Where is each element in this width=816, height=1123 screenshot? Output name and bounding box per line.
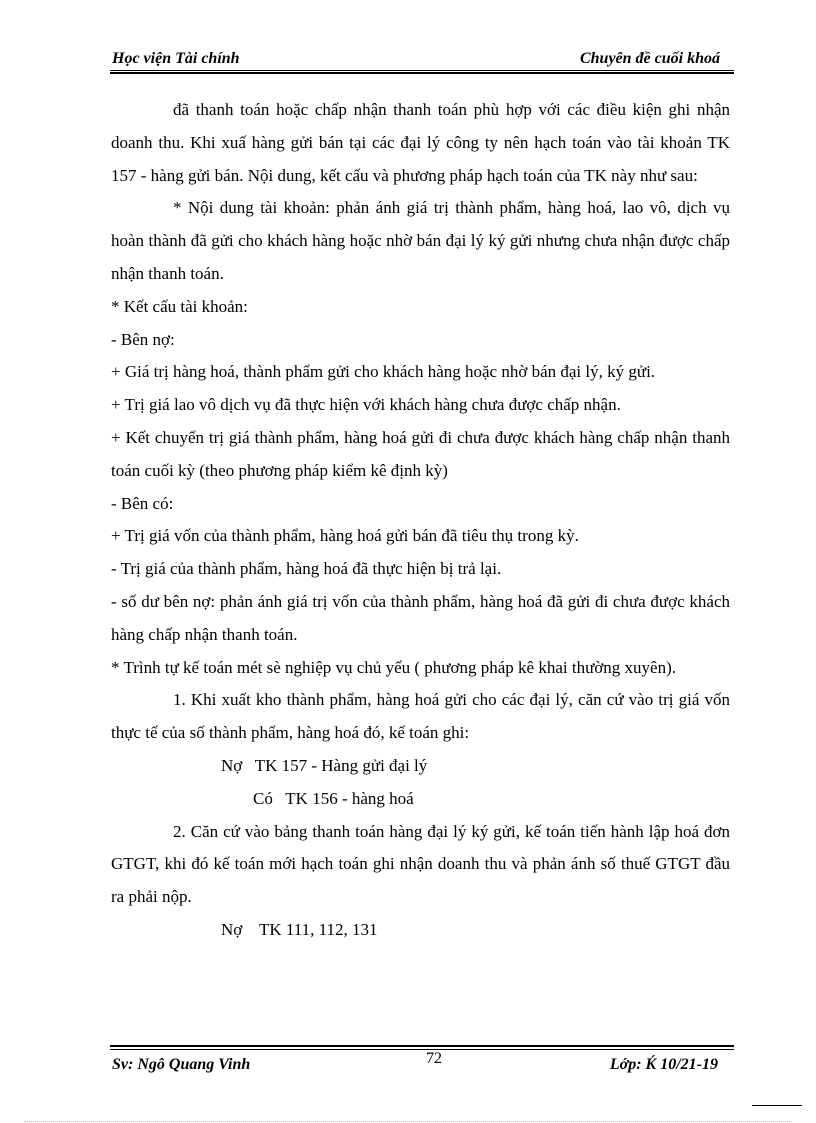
paragraph-8: - Bên có:: [111, 493, 174, 513]
page-number: 72: [426, 1050, 442, 1067]
corner-rule: [752, 1105, 802, 1106]
paragraph-12: * Trình tự kế toán mét sè nghiệp vụ chủ yếu ( phương pháp kê khai thường xuyên).: [111, 657, 676, 677]
header-title: Chuyên đề cuối khoá: [579, 50, 720, 67]
paragraph-3: * Kết cấu tài khoản:: [111, 296, 248, 316]
paragraph-16: 2. Căn cứ vào bảng thanh toán hàng đại lý ký gửi, kế toán tiến hành lập hoá đơn GTGT, khi đó kế toán mới hạch toán ghi nhận doanh thu và phản ánh số thuế GTGT đầu ra phải nộp.: [111, 821, 730, 907]
header-rule-thin: [110, 70, 734, 71]
paragraph-7: + Kết chuyển trị giá thành phẩm, hàng hoá gửi đi chưa được khách hàng chấp nhận thanh toán cuối kỳ (theo phương pháp kiểm kê định kỳ): [111, 427, 730, 480]
paragraph-4: - Bên nợ:: [111, 329, 175, 349]
page-edge-dots: [24, 1121, 792, 1122]
footer-student: Sv: Ngô Quang Vinh: [112, 1056, 251, 1073]
footer-rule-thick: [110, 1045, 734, 1047]
header-institution: Học viện Tài chính: [112, 50, 240, 67]
header-rule-thick: [110, 72, 734, 74]
paragraph-9: + Trị giá vốn của thành phẩm, hàng hoá gửi bán đã tiêu thụ trong kỳ.: [111, 526, 579, 546]
body-text: [111, 94, 730, 947]
paragraph-5: + Giá trị hàng hoá, thành phẩm gửi cho khách hàng hoặc nhờ bán đại lý, ký gửi.: [111, 362, 656, 382]
paragraph-6: + Trị giá lao vô dịch vụ đã thực hiện với khách hàng chưa được chấp nhận.: [111, 395, 621, 415]
paragraph-10: - Trị giá của thành phẩm, hàng hoá đã thực hiện bị trả lại.: [111, 559, 502, 579]
footer-class: Lớp: Ḱ 10/21-19: [609, 1056, 718, 1073]
journal-entry-debit-157: Nợ TK 157 - Hàng gửi đại lý: [221, 755, 428, 775]
footer-rule-thin: [110, 1049, 734, 1050]
paragraph-1: đã thanh toán hoặc chấp nhận thanh toán phù hợp với các điều kiện ghi nhận doanh thu. Khi xuấ hàng gửi bán tại các đại lý công ty nên hạch toán vào tài khoản TK 157 - hàng gửi bán. Nội dung, kết cấu và phương pháp hạch toán của TK này như sau:: [111, 100, 730, 185]
paragraph-11: - số dư bên nợ: phản ánh giá trị vốn của thành phẩm, hàng hoá đã gửi đi chưa được khách hàng chấp nhận thanh toán.: [111, 591, 730, 644]
paragraph-2: * Nội dung tài khoản: phản ánh giá trị thành phẩm, hàng hoá, lao vô, dịch vụ hoàn thành đã gửi cho khách hàng hoặc nhờ bán đại lý ký gửi nhưng chưa nhận được chấp nhận thanh toán.: [111, 198, 730, 283]
journal-entry-credit-156: Có TK 156 - hàng hoá: [253, 788, 414, 808]
paragraph-13: 1. Khi xuất kho thành phẩm, hàng hoá gửi cho các đại lý, căn cứ vào trị giá vốn thực tế của số thành phẩm, hàng hoá đó, kế toán ghi:: [111, 690, 730, 743]
journal-entry-debit-111: Nợ TK 111, 112, 131: [221, 919, 378, 939]
